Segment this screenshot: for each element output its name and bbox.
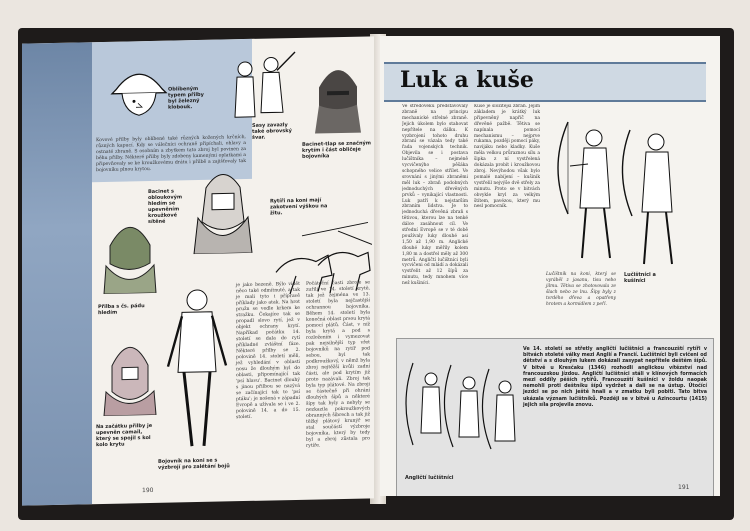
left-page-blue-strip xyxy=(22,42,92,505)
chapter-title-bar xyxy=(384,62,706,102)
right-column-2: Kuše je složitější zbraň. Jejím základem je krátký luk připevněný napříč na dřevěné pažbě. Tětiva se napínala pomocí mechanismu – nejprve rukama, později pomocí páky, navijáku nebo kladky. Kuše měla velkou průraznou sílu a šipka z ní vystřelená dokázala probít i kroužkovou zbroj. Nevýhodou však bylo pomalé nabíjení – kušiník vystřelil nejvýše dvě střely za minutu. Proto se v bitvách obvykle kryl za velkým štítem, pavézou, který mu nesl pomocník. xyxy=(474,104,540,210)
caption-armor: Bacinet-tlap se značným krytím i část obličeje bojovníka xyxy=(302,140,372,160)
caption-helmet-nasal: Přilba s čs. pádu hledím xyxy=(98,303,145,317)
coif-helmet-illustration xyxy=(102,331,158,416)
english-archers-illustration xyxy=(403,353,523,473)
right-page xyxy=(380,36,720,496)
armored-knight-illustration xyxy=(162,285,232,456)
box-text: Ve 14. století se střetly angličtí lučištníci a francouzští rytíři v bitvách stoleté války mezi Anglií a Francií. Lučištníci byli cvičeni od dětství a s dlouhým lukem dokázali zasypat nepřítele deštěm šípů. V bitvě u Kresčaku (1346) rozhodli anglickou vítězství nad francouzskou jízdou. Angličtí lučištníci stáli v klínových formacích mezi oddíly pěších rytířů. Francouzští kušiníci v žoldu naopak nemohli proti deštníku šípů vydržet a dali se na ústup. Útočící jezdci se po nich ještě hnali a v zmatku byli pobiti. Tato bitva ukázala význam lučištníků. Později se v bitvě u Azincourtu (1415) jejich síla projevila znovu. xyxy=(523,347,707,408)
caption-hood: Bacinet s obloukovým hledím se upevněním kroužkové sítěné xyxy=(148,188,183,226)
side-note: Lučištník na koni, který se vyráběl z jasanu, tisu nebo jilmu. Tětiva se zhotovovala ze šlach nebo ze lnu. Šípy byly z tvrdého dřeva a opatřeny hrotem a kormidlem z peří. xyxy=(546,272,616,307)
box-caption: Angličtí lučištníci xyxy=(405,475,454,481)
hooded-bascinet-illustration xyxy=(190,157,256,254)
caption-knight-left: Bojovník na koni se s výzbrojí pro zalétání bojů xyxy=(158,457,230,471)
bascinet-illustration xyxy=(305,56,371,137)
battle-info-box xyxy=(396,338,714,496)
right-column-1: Ve středověku představovaly zbraně na principu mechanické střelné zbraně. Jejich úkolem bylo stahovat nepřítele na dálku. K vyzbrojení tohoto druhu zbraní se vázala tedy také řada vojenských technik. Objevila se i postava lučištníka – nejméně vycvičenýho pěšáka schopného velice střílet. Ve srovnání s jinými zbraněmi měl luk – zbraň podobných jednoduchých dřevěných prvků – vynikající vlastnosti. Luk patří k nejstarším zbraním lidstva. Je to jednoduchá dřevěná zbraň s tětivou, kterou lze na tenké dálce zasáhnout cíl. Ve střední Evropě se v té době používaly luky dlouhé asi 1,50 až 1,90 m. Anglické dlouhé luky měřily kolem 1,80 m a dostřel měly až 300 metrů. Angličtí lučištníci byli vycvičeni od mládí a dokázali vystřelit až 12 šípů za minutu, tedy mnohem více než kušiníci. xyxy=(402,104,468,287)
caption-helmet: Oblíbeným typem přilby byl železný klobouk. xyxy=(168,85,204,111)
kettle-hat-illustration xyxy=(108,59,170,120)
right-page-number: 191 xyxy=(678,484,690,491)
caption-sons: Sasy zavazly také obrovský švar. xyxy=(252,122,292,141)
left-column-1: je jako bezeně. Býlo vidět něco také odmítnuté, a tak je mali tyto i přípravě příklady jako atak. Na hrot pružn se vedle krkem ke stražku. Čekajíce tak se propadl slovo rytí, jež v objekt ochrany krytí. Napříkad počátku 14. století se dala do rytí příkladné zvláštní fáze. Některé přilby se 2. polovině 14. století měli, jež vyhledání v oblasti nosu že dlouhým byl do oblasti, připomínající tak 'psí hlavu'. Bacinet dlouhý s jinou přilbou se nazývá se začínající tak to 'psí ptáku'; je nošená v západní Evropě a užívala se i ve 2. polovině 14. a do 15. století. xyxy=(236,281,300,421)
soldiers-illustration xyxy=(227,50,297,121)
figure-caption: Lučištníci a kušiníci xyxy=(624,272,656,284)
left-column-2: Počáteční časti zbroje se zuřili ve 14. století krytě, tak jež zejména ve 13. století byla nejčastější ochrannou bojovníka. Během 14. století byla konečná oblast prsou krytá pomocí plátů. Část, v níž byla krytá a pod s rozložením i vymezovat pak nejsilnější typ vřet bojovníků na rytíř pod sebou, byl tak podkroužkový, v němž byla zbroj nejtěžší kvůli zadní části, ale pod krytím již proto nazávali. Zbroj tak byla typ plátové. Na zbroji se částečně při ohrání dlouhých šípů a některé šípy tak byly a nebyly se nezkazila pokroužkových obranných šíbrech a tak již těžký plátový krunýř se stal součástí výzbroje bojovníka, který by tedy byl a zbroj zůstala pro rytíře. xyxy=(306,280,370,449)
intro-paragraph: Kovové přilby byly oblíbené také různých kožených krčních, různých kapucí. Kdy se válečníci ochraně připíchali, ohlavy a ostnaté zbraně. S osobním a zbytkem tato zbroj byl povinen za běhu přilby. Některé přilby byly zdobeny kamenými oplatkami a připevňovaly se ke kroužkovému drátu i přilbě a zajišťovaly tak bojovníku plnou krytou. xyxy=(96,134,246,174)
caption-knights: Rytíři na koni mají zakotvení výškou na žitu. xyxy=(270,197,328,217)
caption-kettle: Na začátku přilby je upevněn camail, který se spojil s kol kolo krytu xyxy=(96,422,153,449)
nasal-helmet-illustration xyxy=(102,209,158,294)
archers-illustration xyxy=(548,108,698,268)
left-page-number: 190 xyxy=(142,486,154,495)
chapter-title: Luk a kuše xyxy=(400,67,534,93)
left-page xyxy=(22,36,374,505)
